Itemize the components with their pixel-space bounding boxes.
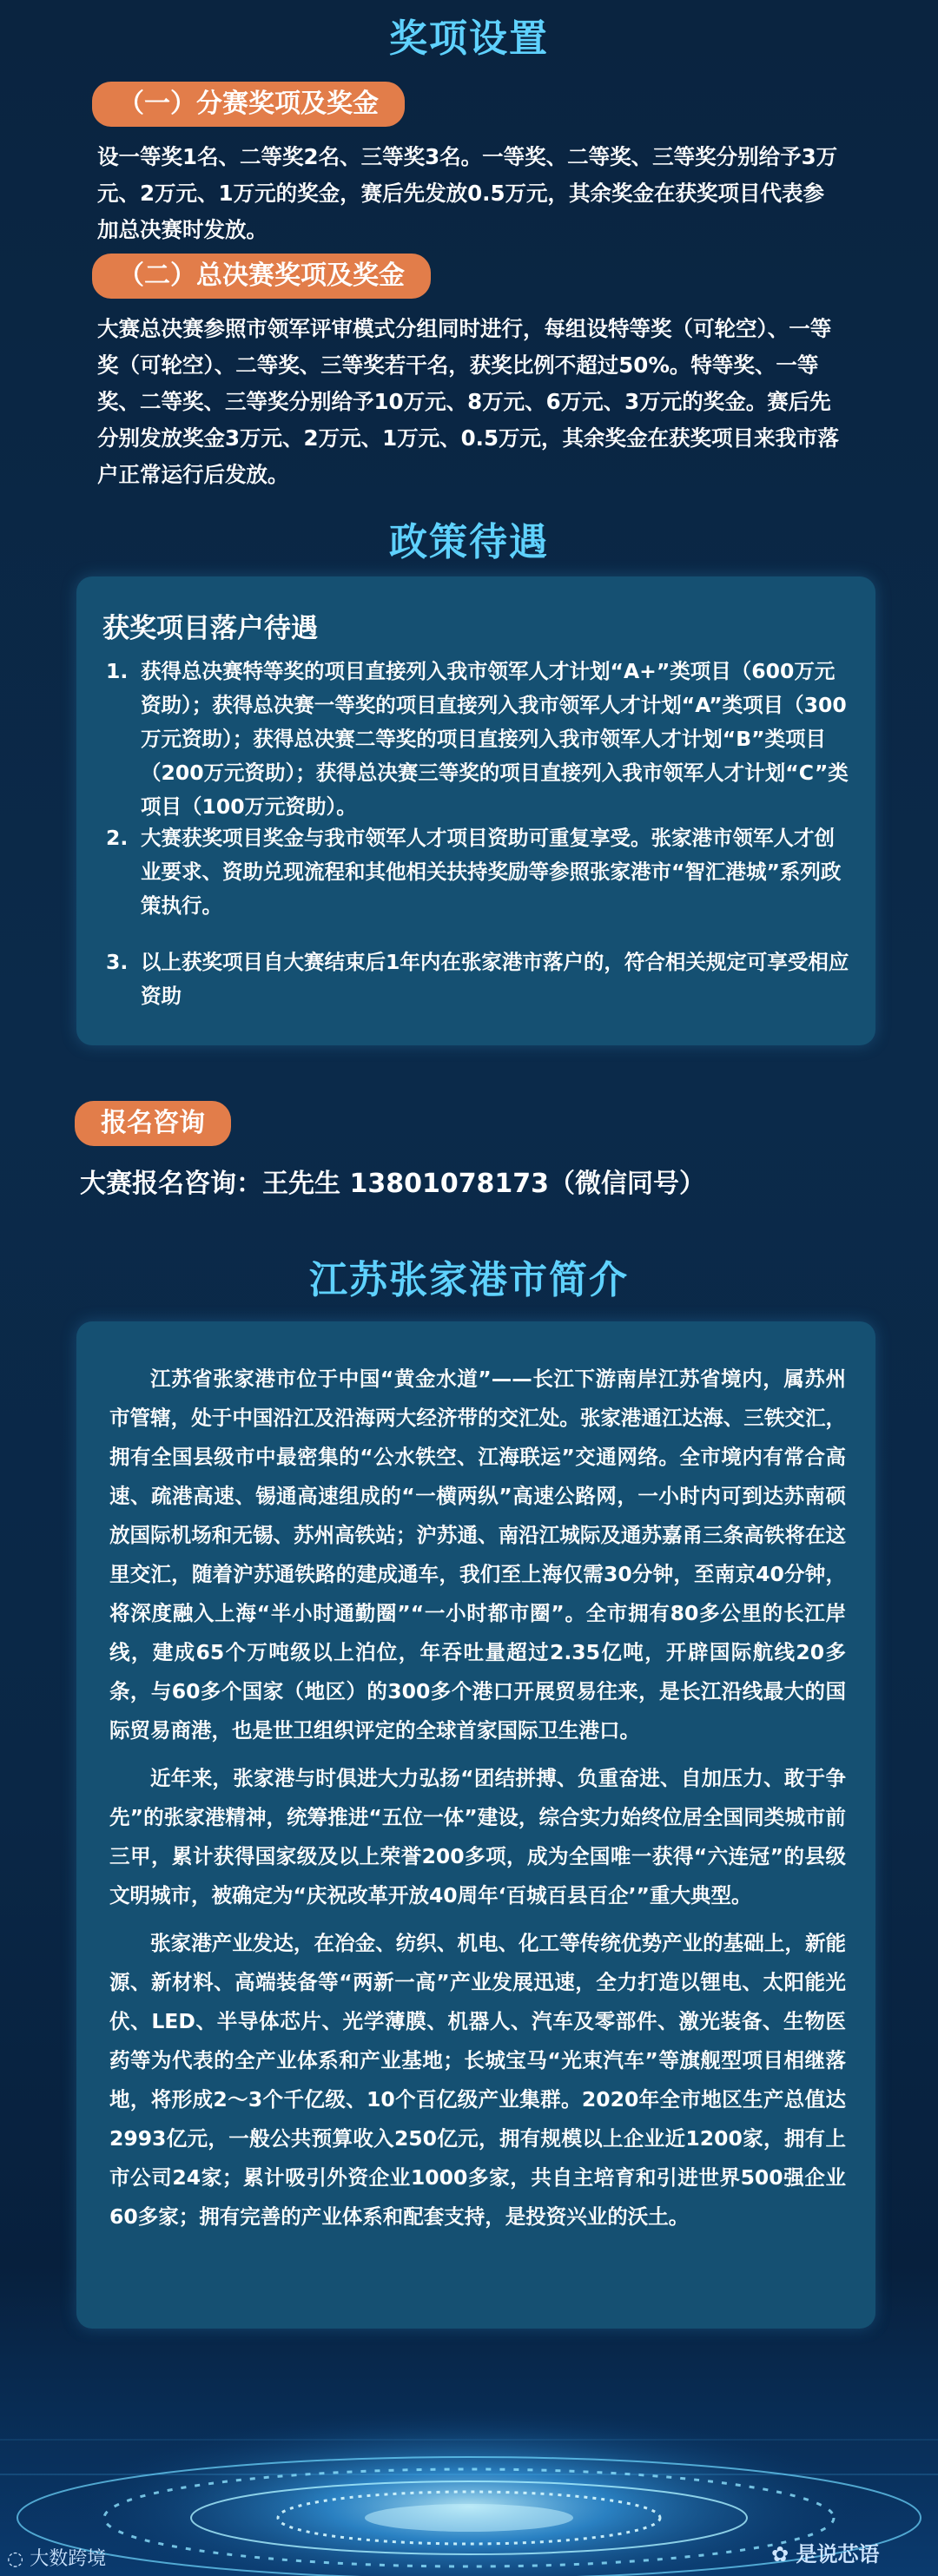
- awards-title: 奖项设置: [389, 16, 549, 61]
- intro-paragraph-3: 张家港产业发达，在冶金、纺织、机电、化工等传统优势产业的基础上，新能源、新材料、高端装备等“两新一高”产业发展迅速，全力打造以锂电、太阳能光伏、LED、半导体芯片、光学薄膜、机器人、汽车及零部件、激光装备、生物医药等为代表的全产业体系和产业基地；长城宝马“光束汽车”等旗舰型项目相继落地，将形成2～3个千亿级、10个百亿级产业集群。2020年全市地区生产总值达2993亿元，一般公共预算收入250亿元，拥有规模以上企业近1200家，拥有上市公司24家；累计吸引外资企业1000多家，共自主培育和引进世界500强企业60多家；拥有完善的产业体系和配套支持，是投资兴业的沃土。: [109, 1931, 846, 2229]
- policy-card-title: 获奖项目落户待遇: [102, 613, 318, 644]
- watermark-left-text: 大数跨境: [30, 2548, 107, 2570]
- intro-text: [109, 1360, 846, 2245]
- intro-card: [76, 1321, 875, 2329]
- watermark-left: [7, 2544, 106, 2571]
- watermark-right-text: 是说芯语: [796, 2542, 880, 2566]
- policy-item-3: [106, 945, 853, 1013]
- policy-item-number: 3.: [106, 950, 129, 974]
- intro-paragraph-1: 江苏省张家港市位于中国“黄金水道”——长江下游南岸江苏省境内，属苏州市管辖，处于中国沿江及沿海两大经济带的交汇处。张家港通江达海、三铁交汇，拥有全国县级市中最密集的“公水铁空、江海联运”交通网络。全市境内有常合高速、疏港高速、锡通高速组成的“一横两纵”高速公路网，一小时内可到达苏南硕放国际机场和无锡、苏州高铁站；沪苏通、南沿江城际及通苏嘉甬三条高铁将在这里交汇，随着沪苏通铁路的建成通车，我们至上海仅需30分钟，至南京40分钟，将深度融入上海“半小时通勤圈”“一小时都市圈”。全市拥有80多公里的长江岸线，建成65个万吨级以上泊位，年吞吐量超过2.35亿吨，开辟国际航线20多条，与60多个国家（地区）的300多个港口开展贸易往来，是长江沿线最大的国际贸易商港，也是世卫组织评定的全球首家国际卫生港口。: [109, 1367, 846, 1743]
- final-award-label: （二）总决赛奖项及奖金: [92, 254, 431, 299]
- division-award-text: 设一等奖1名、二等奖2名、三等奖3名。一等奖、二等奖、三等奖分别给予3万元、2万元、1万元的奖金，赛后先发放0.5万元，其余奖金在获奖项目代表参加总决赛时发放。: [97, 144, 838, 242]
- consult-label: 报名咨询: [75, 1101, 231, 1146]
- policy-item-1: [106, 655, 853, 824]
- policy-item-text: 获得总决赛特等奖的项目直接列入我市领军人才计划“A+”类项目（600万元资助）；获得总决赛一等奖的项目直接列入我市领军人才计划“A”类项目（300万元资助）；获得总决赛二等奖的项目直接列入我市领军人才计划“B”类项目（200万元资助）；获得总决赛三等奖的项目直接列入我市领军人才计划“C”类项目（100万元资助）。: [141, 659, 849, 819]
- policy-item-number: 2.: [106, 826, 129, 850]
- watermark-right: [771, 2537, 879, 2567]
- policy-title: 政策待遇: [389, 520, 549, 564]
- consult-contact: 大赛报名咨询：王先生 13801078173（微信同号）: [80, 1169, 706, 1199]
- policy-item-number: 1.: [106, 659, 129, 683]
- intro-title: 江苏张家港市简介: [309, 1258, 629, 1302]
- policy-item-text: 以上获奖项目自大赛结束后1年内在张家港市落户的，符合相关规定可享受相应资助: [141, 950, 849, 1008]
- intro-paragraph-2: 近年来，张家港与时俱进大力弘扬“团结拼搏、负重奋进、自加压力、敢于争先”的张家港精神，统筹推进“五位一体”建设，综合实力始终位居全国同类城市前三甲，累计获得国家级及以上荣誉200多项，成为全国唯一获得“六连冠”的县级文明城市，被确定为“庆祝改革开放40周年‘百城百县百企’”重大典型。: [109, 1766, 846, 1907]
- watermark-left-icon: ◌: [7, 2548, 30, 2570]
- final-award-text: 大赛总决赛参照市领军评审模式分组同时进行，每组设特等奖（可轮空）、一等奖（可轮空）、二等奖、三等奖若干名，获奖比例不超过50%。特等奖、一等奖、二等奖、三等奖分别给予10万元、8万元、6万元、3万元的奖金。赛后先分别发放奖金3万元、2万元、1万元、0.5万元，其余奖金在获奖项目来我市落户正常运行后发放。: [97, 316, 840, 487]
- policy-item-text: 大赛获奖项目奖金与我市领军人才项目资助可重复享受。张家港市领军人才创业要求、资助兑现流程和其他相关扶持奖励等参照张家港市“智汇港城”系列政策执行。: [141, 826, 842, 918]
- wechat-icon: ✿: [771, 2542, 796, 2566]
- policy-card: [76, 576, 875, 1045]
- policy-item-2: [106, 821, 853, 923]
- division-award-label: （一）分赛奖项及奖金: [92, 82, 405, 127]
